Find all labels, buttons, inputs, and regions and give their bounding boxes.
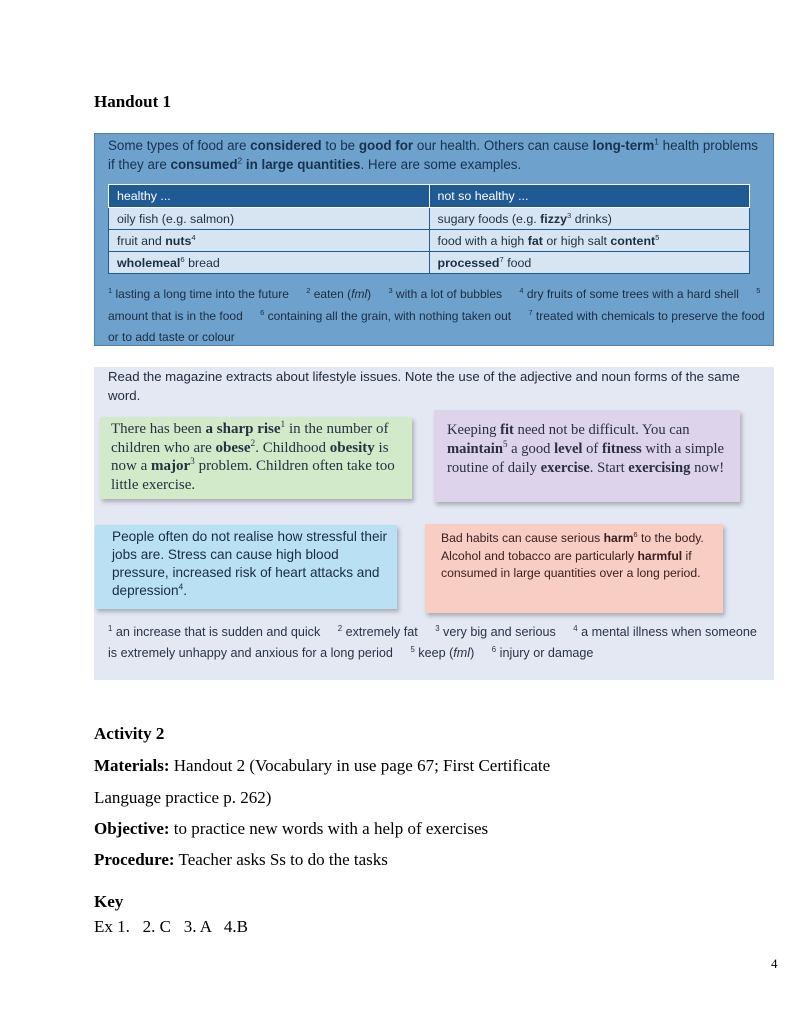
key-title: Key — [94, 892, 124, 911]
footnote: $^6$ injury or damage — [491, 644, 594, 660]
food-footnotes — [108, 284, 768, 349]
extract-card-obesity — [100, 417, 412, 499]
extract-card-harm — [425, 524, 723, 613]
footnote: $^1$ lasting a long time into the future — [108, 286, 289, 301]
table-row — [109, 252, 750, 274]
lifestyle-extracts-box — [94, 367, 774, 680]
extract-text: People often do not realise how stressful their jobs are. Stress can cause high blood pressure, increased risk of heart attacks and depression$^4$. — [112, 529, 388, 598]
table-cell: food with a high fat or high salt content$^5$ — [429, 230, 750, 252]
materials-line-continued: Language practice p. 262) — [94, 788, 272, 807]
footnote: $^2$ extremely fat — [337, 623, 418, 639]
footnote: $^1$ an increase that is sudden and quick — [108, 623, 321, 639]
table-header-row — [109, 185, 750, 208]
activity-title: Activity 2 — [94, 724, 165, 743]
table-cell: sugary foods (e.g. fizzy$^3$ drinks) — [429, 208, 750, 230]
table-cell: fruit and nuts$^4$ — [109, 230, 430, 252]
food-table — [108, 184, 750, 274]
materials-line: Materials: Handout 2 (Vocabulary in use page 67; First Certificate — [94, 756, 551, 775]
extract-text: Keeping fit need not be difficult. You can maintain$^5$ a good level of fitness with a simple routine of daily exercise. Start exercising now! — [447, 422, 725, 476]
table-cell: oily fish (e.g. salmon) — [109, 208, 430, 230]
footnote: $^5$ keep (fml) — [410, 644, 475, 660]
footnote: $^4$ a mental illness when someone is extremely unhappy and anxious for a long period — [108, 623, 757, 660]
extract-text: Bad habits can cause serious harm$^6$ to the body. Alcohol and tobacco are particularly harmful if consumed in large quantities over a long period. — [441, 529, 704, 580]
footnote: $^6$ containing all the grain, with nothing taken out — [260, 307, 512, 323]
header-healthy: healthy ... — [109, 185, 430, 208]
objective-line: Objective: to practice new words with a help of exercises — [94, 819, 489, 838]
extract-text: There has been a sharp rise$^1$ in the number of children who are obese$^2$. Childhood obesity is now a major$^3$ problem. Children often take too little exercise. — [111, 420, 395, 493]
table-row — [109, 230, 750, 252]
table-cell: wholemeal$^6$ bread — [109, 252, 430, 274]
lifestyle-footnotes — [108, 622, 768, 664]
extract-card-stress — [95, 525, 397, 609]
handout-title: Handout 1 — [94, 92, 171, 111]
key-answers: Ex 1. 2. C 3. A 4.B — [94, 917, 248, 936]
food-intro-text: Some types of food are considered to be good for our health. Others can cause long-term$^1$ health problems if they are consumed$^2$ in large quantities. Here are some examples. — [108, 136, 758, 172]
extract-card-fitness — [434, 410, 740, 502]
footnote: $^2$ eaten (fml) — [306, 286, 372, 301]
footnote: $^3$ very big and serious — [435, 623, 556, 639]
header-not-so-healthy: not so healthy ... — [429, 185, 750, 208]
table-cell: processed$^7$ food — [429, 252, 750, 274]
procedure-line: Procedure: Teacher asks Ss to do the tasks — [94, 850, 388, 869]
page-number: 4 — [771, 956, 778, 971]
footnote: $^4$ dry fruits of some trees with a hard shell — [519, 286, 739, 301]
food-vocabulary-box — [94, 133, 774, 346]
footnote: $^7$ treated with chemicals to preserve the food or to add taste or colour — [108, 307, 765, 344]
table-row — [109, 208, 750, 230]
footnote: $^5$ amount that is in the food — [108, 286, 761, 323]
footnote: $^3$ with a lot of bubbles — [388, 286, 502, 301]
instruction-text: Read the magazine extracts about lifestyle issues. Note the use of the adjective and noun forms of the same word. — [108, 369, 740, 403]
